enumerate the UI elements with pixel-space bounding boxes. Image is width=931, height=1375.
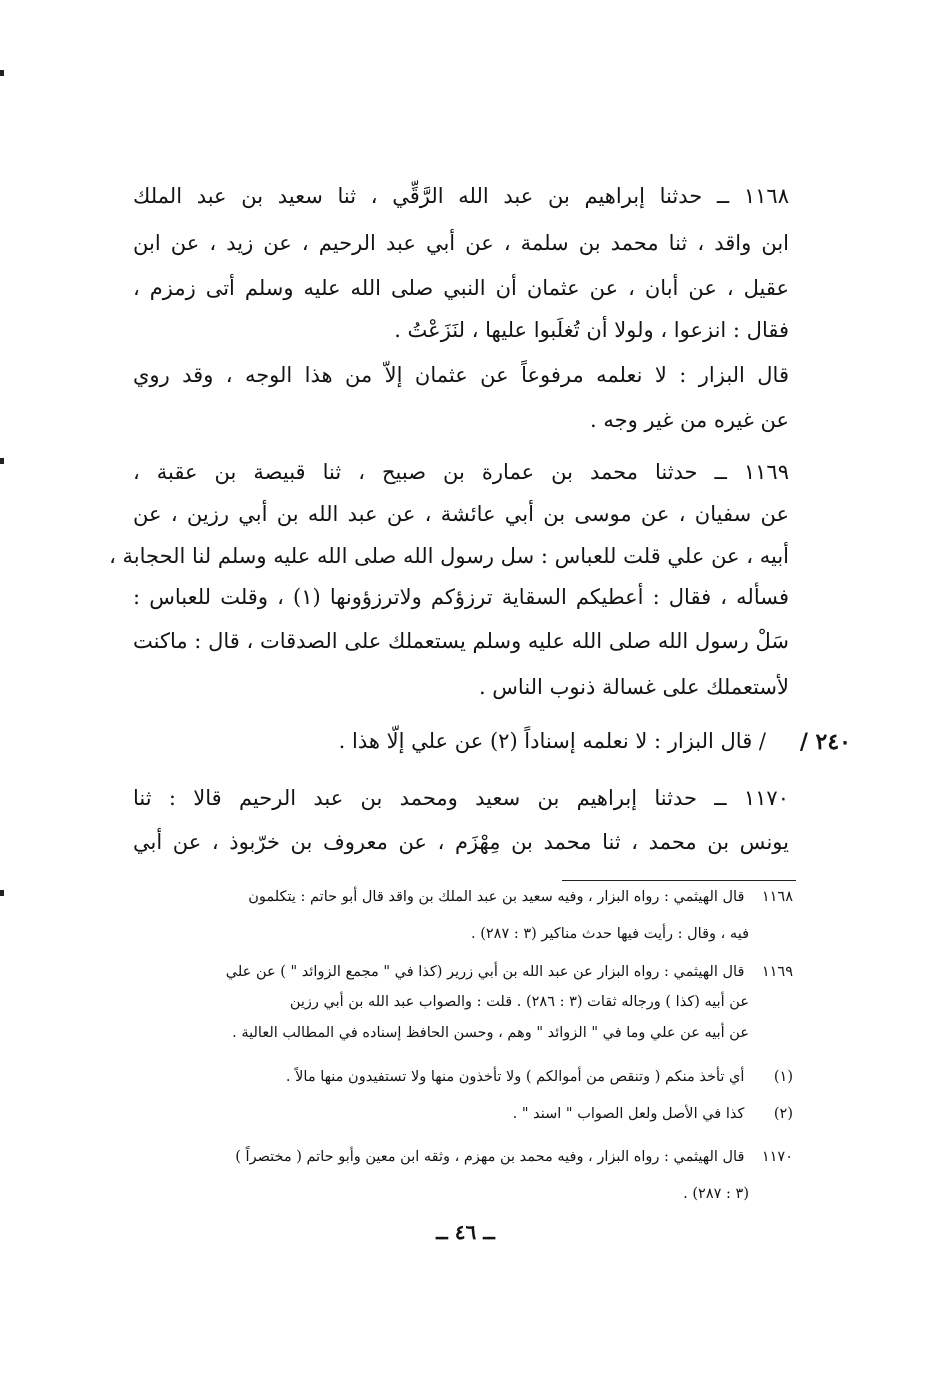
body-line: عقيل ، عن أبان ، عن عثمان أن النبي صلى الله عليه وسلم أتى زمزم ،: [133, 276, 789, 300]
body-line: لأستعملك على غسالة ذنوب الناس .: [478, 675, 789, 699]
footnote-text: فيه ، وقال : رأيت فيها حدث مناكير (٣ : ٢٨٧) .: [470, 926, 749, 942]
footnote-line: [133, 960, 793, 984]
margin-page-marker: ٢٤٠ /: [799, 729, 851, 755]
footnote-line: [133, 1102, 793, 1126]
body-line: ١١٦٩ ــ حدثنا محمد بن عمارة بن صبيح ، ثنا قبيصة بن عقبة ،: [133, 460, 789, 484]
footnote-number: ١١٦٨: [761, 889, 793, 905]
scan-mark: [0, 70, 4, 76]
footnote-text: قال الهيثمي : رواه البزار ، وفيه سعيد بن عبد الملك بن واقد قال أبو حاتم : يتكلمون: [248, 889, 745, 905]
footnote-line: [133, 1145, 793, 1169]
body-line: سَلْ رسول الله صلى الله عليه وسلم يستعملك على الصدقات ، قال : ماكنت: [133, 629, 789, 653]
body-line: يونس بن محمد ، ثنا محمد بن مِهْزَم ، عن معروف بن خرّبوذ ، عن أبي: [133, 830, 789, 854]
body-line: ابن واقد ، ثنا محمد بن سلمة ، عن أبي عبد الرحيم ، عن زيد ، عن ابن: [133, 231, 789, 255]
body-line: / قال البزار : لا نعلمه إسناداً (٢) عن علي إلّا هذا .: [338, 729, 766, 753]
body-line: فسأله ، فقال : أعطيكم السقاية ترزؤكم ولاترزؤونها (١) ، وقلت للعباس :: [133, 585, 789, 609]
body-line: ١١٦٨ ــ حدثنا إبراهيم بن عبد الله الرَّقِّي ، ثنا سعيد بن عبد الملك: [133, 184, 789, 208]
scan-mark: [0, 890, 4, 896]
footnote-line: [133, 1182, 749, 1206]
footnote-text: قال الهيثمي : رواه البزار عن عبد الله بن أبي زرير (كذا في " مجمع الزوائد " ) عن علي: [225, 964, 745, 980]
scan-mark: [0, 458, 4, 464]
footnote-text: أي تأخذ منكم ( وتنقص من أموالكم ) ولا تأخذون منها ولا تستفيدون منها مالاً .: [285, 1069, 745, 1085]
body-line: عن سفيان ، عن موسى بن أبي عائشة ، عن عبد الله بن أبي رزين ، عن: [133, 502, 789, 526]
body-line: عن غيره من غير وجه .: [590, 408, 789, 432]
footnote-text: قال الهيثمي : رواه البزار ، وفيه محمد بن مهزم ، وثقه ابن معين وأبو حاتم ( مختصراً ): [235, 1149, 745, 1165]
footnote-separator: [562, 880, 796, 881]
footnote-number: ١١٦٩: [761, 964, 793, 980]
footnote-line: [133, 922, 749, 946]
body-line: أبيه ، عن علي قلت للعباس : سل رسول الله صلى الله عليه وسلم لنا الحجابة ،: [109, 544, 789, 568]
footnote-line: [133, 990, 749, 1014]
footnote-text: عن أبيه عن علي وما في " الزوائد " وهم ، وحسن الحافظ إسناده في المطالب العالية .: [232, 1025, 749, 1041]
footnote-text: (٣ : ٢٨٧) .: [683, 1186, 749, 1202]
footnote-number: (١): [773, 1069, 793, 1085]
body-line: قال البزار : لا نعلمه مرفوعاً عن عثمان إلاّ من هذا الوجه ، وقد روي: [133, 363, 789, 387]
footnote-number: ١١٧٠: [761, 1149, 793, 1165]
footnote-text: كذا في الأصل ولعل الصواب " اسند " .: [512, 1106, 745, 1122]
footnote-line: [133, 1021, 749, 1045]
footnote-number: (٢): [773, 1106, 793, 1122]
footnote-line: [133, 885, 793, 909]
footnote-line: [133, 1065, 793, 1089]
footnote-text: عن أبيه (كذا ) ورجاله ثقات (٣ : ٢٨٦) . قلت : والصواب عبد الله بن أبي رزين: [289, 994, 749, 1010]
body-line: ١١٧٠ ــ حدثنا إبراهيم بن سعيد ومحمد بن عبد الرحيم قالا : ثنا: [133, 786, 789, 810]
page-number: ــ ٤٦ ــ: [436, 1220, 495, 1244]
body-line: فقال : انزعوا ، ولولا أن تُغلَبوا عليها ، لنَزَعْتُ .: [394, 318, 789, 342]
